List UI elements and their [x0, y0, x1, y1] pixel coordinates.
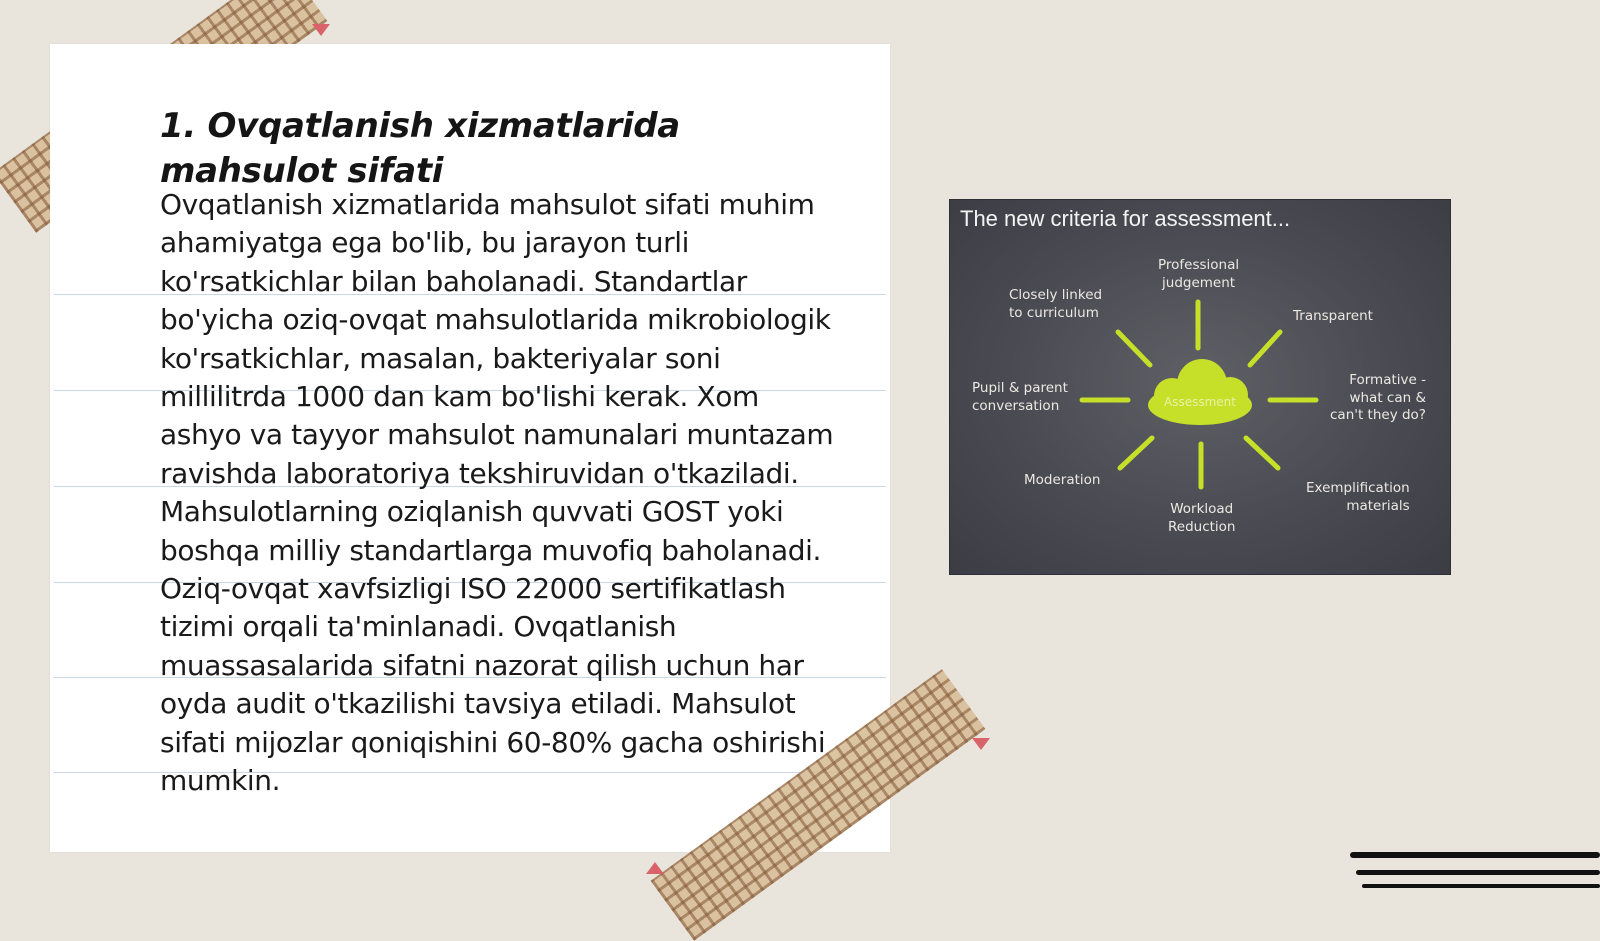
decorative-brush-stroke: [1356, 870, 1600, 875]
figure-title: The new criteria for assessment...: [960, 206, 1291, 231]
label-workload-reduction: Workload Reduction: [1168, 501, 1236, 535]
slide-body-text: Ovqatlanish xizmatlarida mahsulot sifati muhim ahamiyatga ega bo'lib, bu jarayon turli ko'rsatkichlar bilan baholanadi. Standartlar bo'yicha oziq-ovqat mahsulotlarida mikrobiologik ko'rsatkichlar, masalan, bakteriyalar soni millilitrda 1000 dan kam bo'lishi kerak. Xom ashyo va tayyor mahsulot namunalari muntazam ravishda laboratoriya tekshiruvidan o'tkaziladi. Mahsulotlarning oziqlanish quvvati GOST yoki boshqa milliy standartlarga muvofiq baholanadi. Oziq-ovqat xavfsizligi ISO 22000 sertifikatlash tizimi orqali ta'minlanadi. Ovqatlanish muassasalarida sifatni nazorat qilish uchun har oyda audit o'tkazilishi tavsiya etiladi. Mahsulot sifati mijozlar qoniqishini 60-80% gacha oshirishi mumkin.: [160, 188, 834, 798]
tape-pin-icon: [646, 862, 664, 874]
label-moderation: Moderation: [1024, 472, 1101, 488]
label-exemplification: Exemplification materials: [1306, 480, 1410, 514]
ray-closely-linked: [1118, 332, 1150, 365]
tape-pin-icon: [312, 24, 330, 36]
label-closely-linked: Closely linked to curriculum: [1009, 287, 1103, 321]
decorative-brush-stroke: [1362, 884, 1600, 888]
label-formative: Formative - what can & can't they do?: [1330, 372, 1426, 423]
tape-pin-icon: [972, 738, 990, 750]
assessment-center-label: Assessment: [1164, 395, 1236, 409]
ray-transparent: [1250, 332, 1280, 365]
assessment-cloud-icon: [1148, 359, 1252, 425]
ray-moderation: [1120, 438, 1152, 468]
label-transparent: Transparent: [1293, 308, 1373, 324]
label-professional-judgement: Professional judgement: [1158, 257, 1240, 291]
assessment-criteria-figure: [950, 200, 1450, 574]
ray-exemplification: [1246, 438, 1278, 468]
label-pupil-parent: Pupil & parent conversation: [972, 380, 1068, 414]
decorative-brush-stroke: [1350, 852, 1600, 858]
slide-title: 1. Ovqatlanish xizmatlarida mahsulot sifati: [160, 106, 680, 191]
